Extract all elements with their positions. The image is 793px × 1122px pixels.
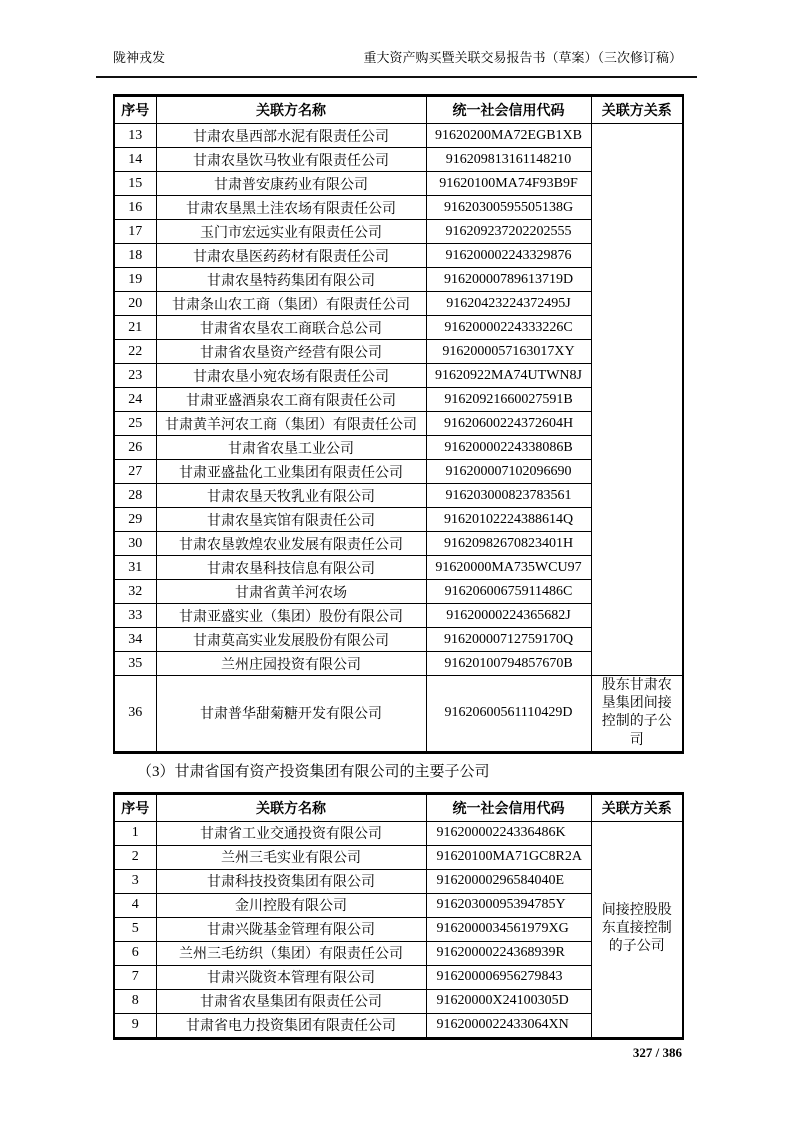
party-name-cell: 甘肃科技投资集团有限公司: [156, 869, 426, 893]
header-row: [114, 96, 683, 124]
column-header: 关联方名称: [156, 96, 426, 124]
column-header: 统一社会信用代码: [426, 793, 591, 821]
row-number-cell: 22: [114, 340, 156, 364]
credit-code-cell: 91620000224368939R: [426, 941, 591, 965]
row-number-cell: 1: [114, 821, 156, 845]
row-number-cell: 21: [114, 316, 156, 340]
page-number: 327 / 386: [632, 1044, 682, 1060]
table-row: [114, 124, 683, 148]
party-name-cell: 甘肃亚盛盐化工业集团有限责任公司: [156, 460, 426, 484]
party-name-cell: 金川控股有限公司: [156, 893, 426, 917]
party-name-cell: 兰州三毛实业有限公司: [156, 845, 426, 869]
party-name-cell: 甘肃农垦西部水泥有限责任公司: [156, 124, 426, 148]
party-name-cell: 甘肃亚盛酒泉农工商有限责任公司: [156, 388, 426, 412]
credit-code-cell: 916209813161148210: [426, 148, 591, 172]
column-header: 关联方关系: [591, 793, 683, 821]
row-number-cell: 14: [114, 148, 156, 172]
row-number-cell: 3: [114, 869, 156, 893]
credit-code-cell: 91620000224333226C: [426, 316, 591, 340]
party-name-cell: 甘肃亚盛实业（集团）股份有限公司: [156, 604, 426, 628]
row-number-cell: 35: [114, 652, 156, 676]
party-name-cell: 兰州庄园投资有限公司: [156, 652, 426, 676]
party-name-cell: 甘肃省电力投资集团有限责任公司: [156, 1013, 426, 1038]
credit-code-cell: 9162000057163017XY: [426, 340, 591, 364]
row-number-cell: 5: [114, 917, 156, 941]
credit-code-cell: 91620100794857670B: [426, 652, 591, 676]
row-number-cell: 19: [114, 268, 156, 292]
credit-code-cell: 91620000296584040E: [426, 869, 591, 893]
row-number-cell: 24: [114, 388, 156, 412]
row-number-cell: 8: [114, 989, 156, 1013]
table-row: [114, 821, 683, 845]
party-name-cell: 甘肃农垦黑土洼农场有限责任公司: [156, 196, 426, 220]
party-name-cell: 甘肃莫高实业发展股份有限公司: [156, 628, 426, 652]
column-header: 序号: [114, 96, 156, 124]
credit-code-cell: 916200006956279843: [426, 965, 591, 989]
row-number-cell: 2: [114, 845, 156, 869]
credit-code-cell: 91620000789613719D: [426, 268, 591, 292]
credit-code-cell: 91620000712759170Q: [426, 628, 591, 652]
row-number-cell: 23: [114, 364, 156, 388]
row-number-cell: 32: [114, 580, 156, 604]
row-number-cell: 17: [114, 220, 156, 244]
credit-code-cell: 916203000823783561: [426, 484, 591, 508]
row-number-cell: 31: [114, 556, 156, 580]
row-number-cell: 4: [114, 893, 156, 917]
party-name-cell: 甘肃农垦天牧乳业有限公司: [156, 484, 426, 508]
credit-code-cell: 91620921660027591B: [426, 388, 591, 412]
party-name-cell: 甘肃条山农工商（集团）有限责任公司: [156, 292, 426, 316]
party-name-cell: 甘肃省农垦工业公司: [156, 436, 426, 460]
row-number-cell: 28: [114, 484, 156, 508]
party-name-cell: 甘肃农垦敦煌农业发展有限责任公司: [156, 532, 426, 556]
credit-code-cell: 91620102224388614Q: [426, 508, 591, 532]
party-name-cell: 甘肃农垦特药集团有限公司: [156, 268, 426, 292]
row-number-cell: 30: [114, 532, 156, 556]
party-name-cell: 甘肃省农垦集团有限责任公司: [156, 989, 426, 1013]
header-rule: [96, 76, 697, 78]
party-name-cell: 甘肃省农垦资产经营有限公司: [156, 340, 426, 364]
credit-code-cell: 91620423224372495J: [426, 292, 591, 316]
credit-code-cell: 91620100MA71GC8R2A: [426, 845, 591, 869]
relationship-cell: [591, 124, 683, 676]
row-number-cell: 25: [114, 412, 156, 436]
row-number-cell: 26: [114, 436, 156, 460]
party-name-cell: 玉门市宏远实业有限责任公司: [156, 220, 426, 244]
column-header: 关联方名称: [156, 793, 426, 821]
row-number-cell: 18: [114, 244, 156, 268]
credit-code-cell: 91620000X24100305D: [426, 989, 591, 1013]
related-parties-table-2: [113, 792, 684, 1040]
credit-code-cell: 91620600675911486C: [426, 580, 591, 604]
column-header: 统一社会信用代码: [426, 96, 591, 124]
credit-code-cell: 91620100MA74F93B9F: [426, 172, 591, 196]
row-number-cell: 13: [114, 124, 156, 148]
row-number-cell: 6: [114, 941, 156, 965]
column-header: 序号: [114, 793, 156, 821]
credit-code-cell: 91620300595505138G: [426, 196, 591, 220]
row-number-cell: 27: [114, 460, 156, 484]
related-parties-table-1: [113, 94, 684, 754]
row-number-cell: 33: [114, 604, 156, 628]
row-number-cell: 16: [114, 196, 156, 220]
credit-code-cell: 9162000022433064XN: [426, 1013, 591, 1038]
row-number-cell: 34: [114, 628, 156, 652]
party-name-cell: 甘肃农垦宾馆有限责任公司: [156, 508, 426, 532]
party-name-cell: 甘肃兴陇基金管理有限公司: [156, 917, 426, 941]
credit-code-cell: 916200007102096690: [426, 460, 591, 484]
credit-code-cell: 91620300095394785Y: [426, 893, 591, 917]
party-name-cell: 甘肃省农垦农工商联合总公司: [156, 316, 426, 340]
doc-header-company: 陇神戎发: [113, 50, 166, 65]
doc-header: [113, 50, 682, 66]
credit-code-cell: 91620200MA72EGB1XB: [426, 124, 591, 148]
credit-code-cell: 91620600224372604H: [426, 412, 591, 436]
credit-code-cell: 91620000224336486K: [426, 821, 591, 845]
credit-code-cell: 91620000MA735WCU97: [426, 556, 591, 580]
relationship-cell: 间接控股股东直接控制的子公司: [591, 821, 683, 1038]
row-number-cell: 36: [114, 676, 156, 753]
column-header: 关联方关系: [591, 96, 683, 124]
table-row: [114, 676, 683, 753]
credit-code-cell: 91620000224365682J: [426, 604, 591, 628]
row-number-cell: 7: [114, 965, 156, 989]
party-name-cell: 兰州三毛纺织（集团）有限责任公司: [156, 941, 426, 965]
header-row: [114, 793, 683, 821]
party-name-cell: 甘肃农垦科技信息有限公司: [156, 556, 426, 580]
credit-code-cell: 9162000034561979XG: [426, 917, 591, 941]
party-name-cell: 甘肃黄羊河农工商（集团）有限责任公司: [156, 412, 426, 436]
party-name-cell: 甘肃农垦饮马牧业有限责任公司: [156, 148, 426, 172]
doc-header-title: 重大资产购买暨关联交易报告书（草案）（三次修订稿）: [363, 50, 682, 65]
credit-code-cell: 91620922MA74UTWN8J: [426, 364, 591, 388]
credit-code-cell: 916200002243329876: [426, 244, 591, 268]
party-name-cell: 甘肃农垦小宛农场有限责任公司: [156, 364, 426, 388]
party-name-cell: 甘肃兴陇资本管理有限公司: [156, 965, 426, 989]
party-name-cell: 甘肃普华甜菊糖开发有限公司: [156, 676, 426, 753]
credit-code-cell: 91620982670823401H: [426, 532, 591, 556]
party-name-cell: 甘肃普安康药业有限公司: [156, 172, 426, 196]
party-name-cell: 甘肃省黄羊河农场: [156, 580, 426, 604]
row-number-cell: 9: [114, 1013, 156, 1038]
row-number-cell: 29: [114, 508, 156, 532]
row-number-cell: 15: [114, 172, 156, 196]
section-heading: （3）甘肃省国有资产投资集团有限公司的主要子公司: [137, 763, 490, 780]
credit-code-cell: 91620600561110429D: [426, 676, 591, 753]
relationship-cell: 股东甘肃农垦集团间接控制的子公司: [591, 676, 683, 753]
party-name-cell: 甘肃农垦医药药材有限责任公司: [156, 244, 426, 268]
party-name-cell: 甘肃省工业交通投资有限公司: [156, 821, 426, 845]
row-number-cell: 20: [114, 292, 156, 316]
credit-code-cell: 91620000224338086B: [426, 436, 591, 460]
credit-code-cell: 916209237202202555: [426, 220, 591, 244]
